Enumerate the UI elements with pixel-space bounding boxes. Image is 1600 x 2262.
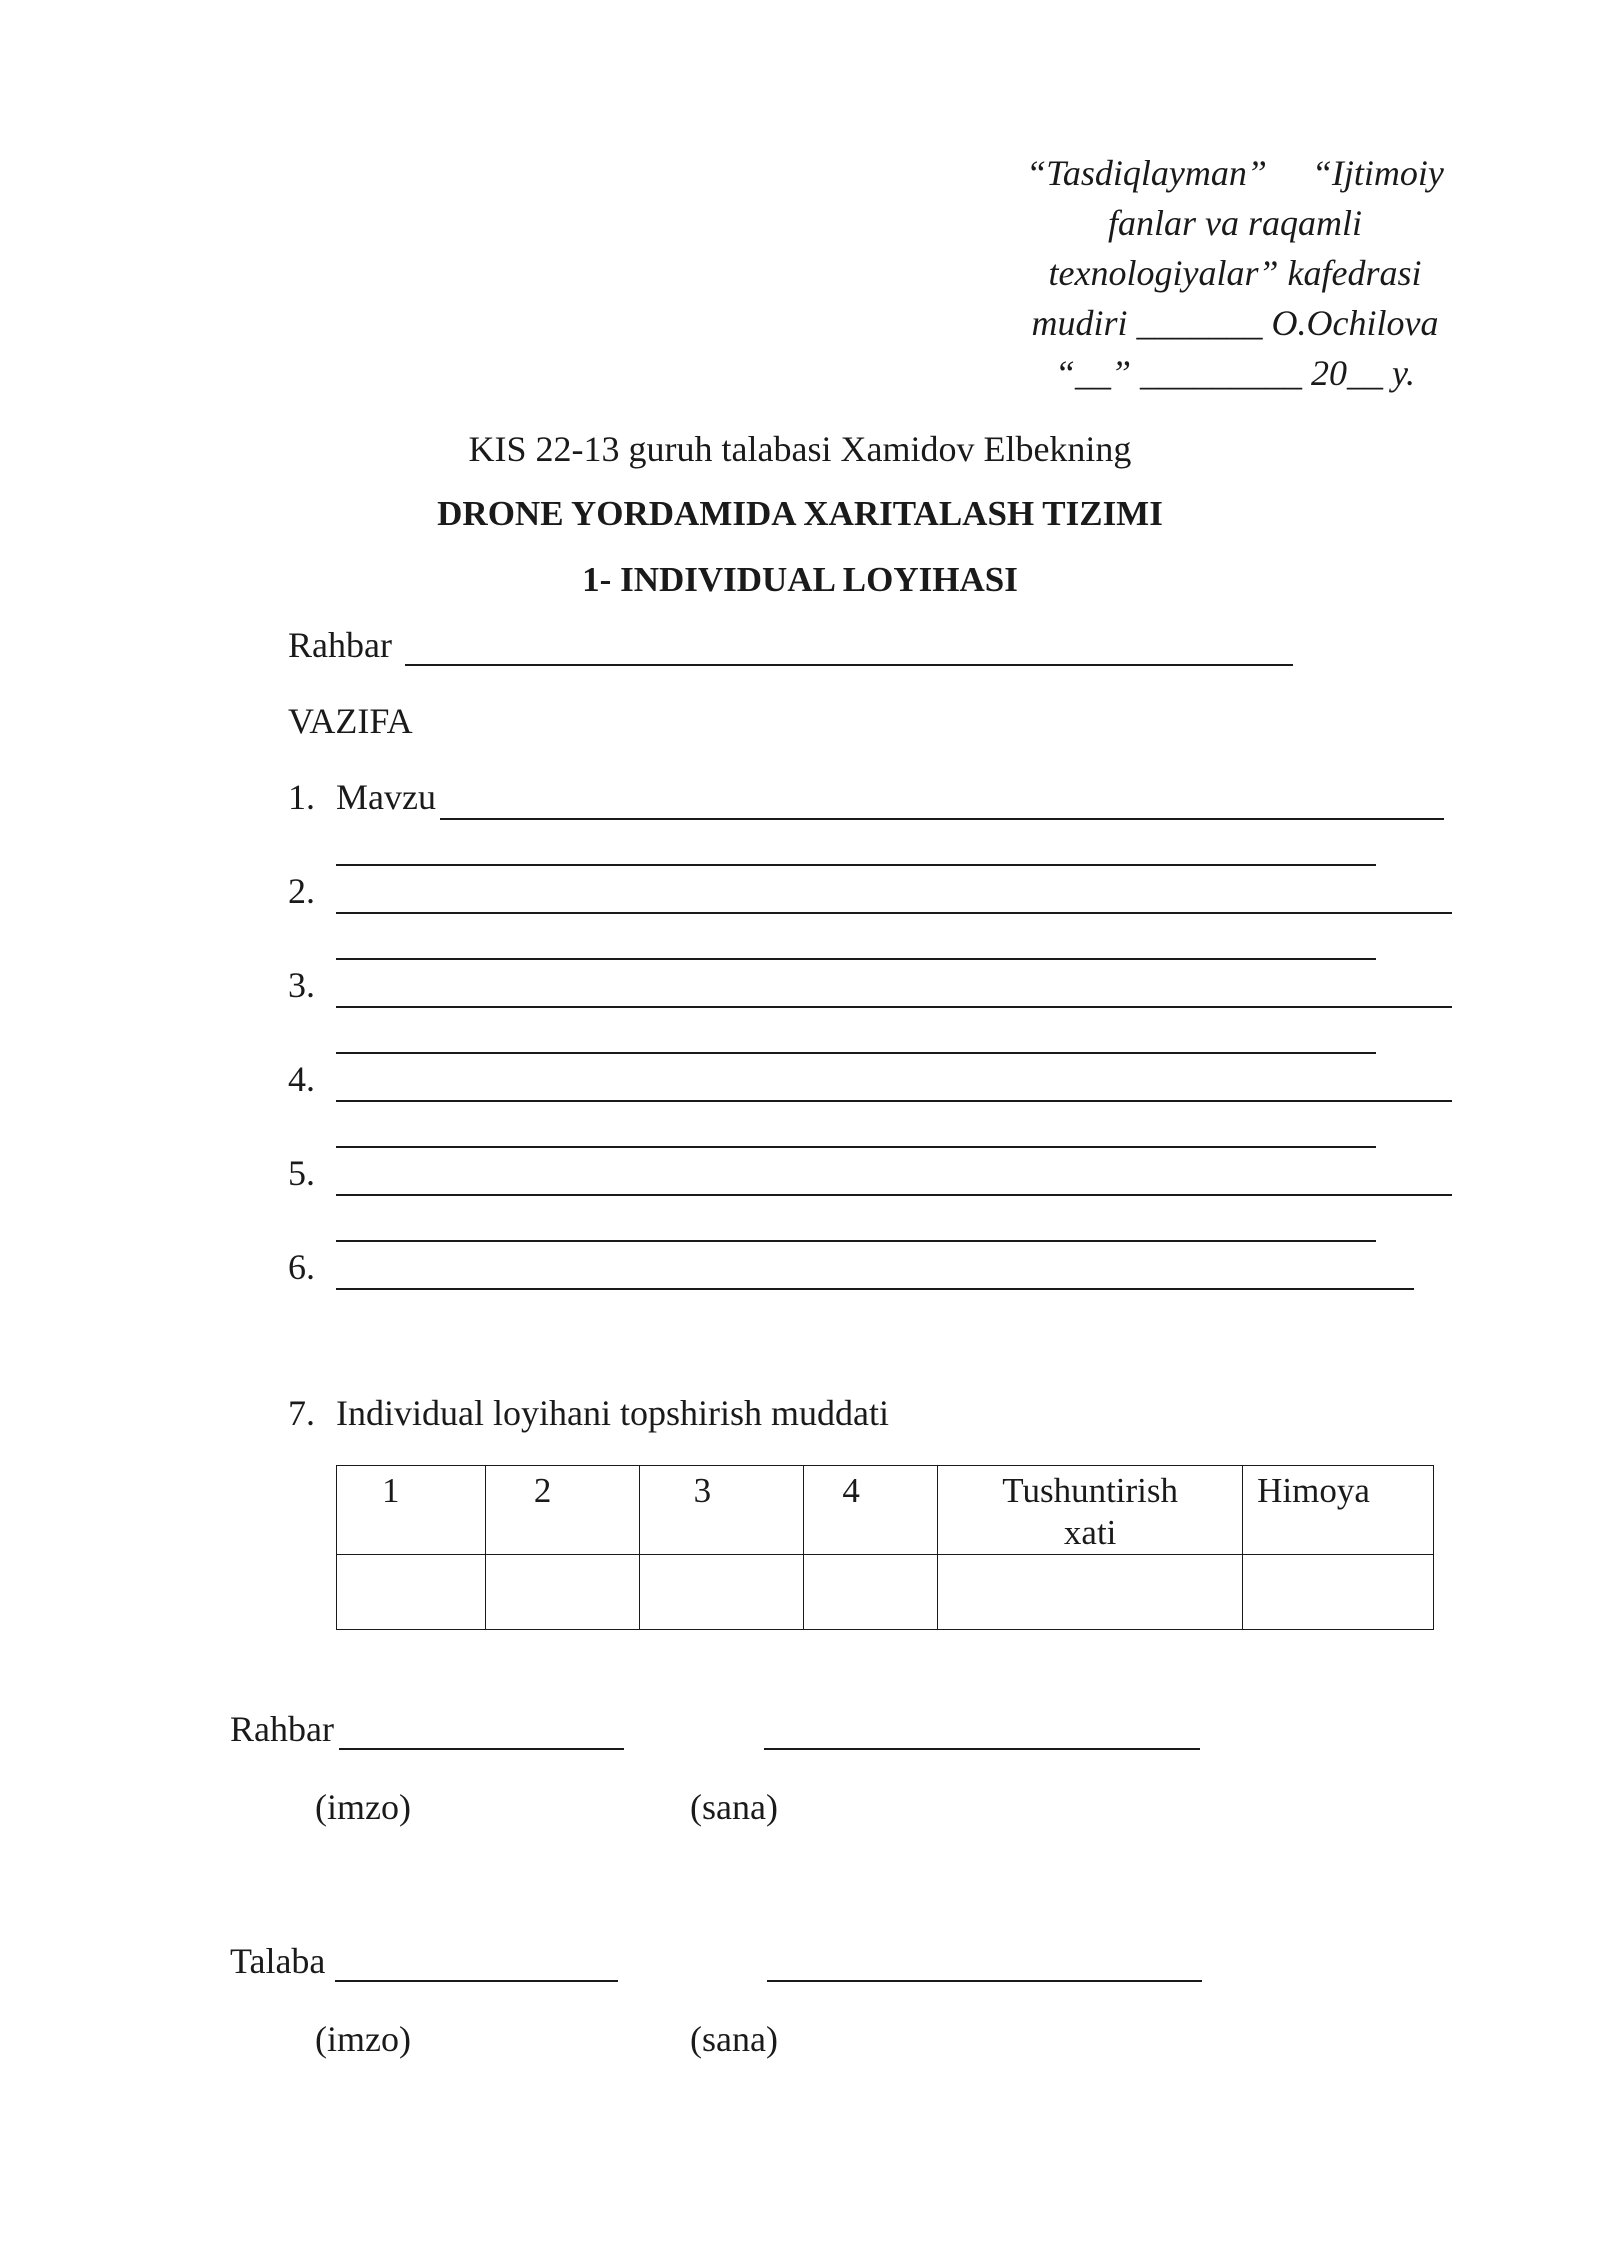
supervisor-signature-line[interactable] (339, 1748, 624, 1750)
document-title: DRONE YORDAMIDA XARITALASH TIZIMI (437, 494, 1163, 533)
task-1-line-b[interactable] (336, 864, 1376, 866)
supervisor-signature-caption: (imzo) (315, 1787, 411, 1827)
task-2-line-b[interactable] (336, 958, 1376, 960)
task-number-2: 2. (288, 871, 315, 911)
student-signature-line[interactable] (335, 1980, 618, 1982)
deadline-value-cell[interactable] (485, 1555, 639, 1630)
task-5-line-b[interactable] (336, 1240, 1376, 1242)
deadline-header-cell: 2 (485, 1466, 639, 1555)
deadline-header-cell: 3 (639, 1466, 804, 1555)
task-3-line-a[interactable] (336, 1006, 1452, 1008)
student-date-line[interactable] (767, 1980, 1202, 1982)
task-6-line[interactable] (336, 1288, 1414, 1290)
document-subtitle: 1- INDIVIDUAL LOYIHASI (582, 560, 1018, 599)
deadline-value-cell[interactable] (1243, 1555, 1434, 1630)
task-2-line-a[interactable] (336, 912, 1452, 914)
approval-line-5: “__” _________ 20__ y. (1054, 353, 1416, 393)
approval-block (1005, 148, 1465, 398)
supervisor-blank-line[interactable] (405, 664, 1293, 666)
student-signature-caption: (imzo) (315, 2019, 411, 2059)
signature-student-label: Talaba (230, 1941, 326, 1981)
deadline-table (336, 1465, 1434, 1630)
task-number-5: 5. (288, 1153, 315, 1193)
task-4-line-a[interactable] (336, 1100, 1452, 1102)
deadline-header-cell: 1 (337, 1466, 486, 1555)
task-number-4: 4. (288, 1059, 315, 1099)
task-number-1: 1. (288, 777, 315, 817)
student-line: KIS 22-13 guruh talabasi Xamidov Elbekning (468, 429, 1132, 469)
supervisor-label: Rahbar (288, 625, 392, 665)
deadline-value-cell[interactable] (938, 1555, 1243, 1630)
deadline-header-cell: Himoya (1243, 1466, 1434, 1555)
deadline-header-cell: 4 (804, 1466, 938, 1555)
supervisor-date-caption: (sana) (690, 1787, 778, 1827)
supervisor-date-line[interactable] (764, 1748, 1200, 1750)
approval-line-1: “Tasdiqlayman” “Ijtimoiy (1026, 153, 1444, 193)
approval-line-4: mudiri _______ O.Ochilova (1031, 303, 1439, 343)
task-topic-label: Mavzu (336, 777, 436, 817)
deadline-table-header-row (337, 1466, 1434, 1555)
task-number-6: 6. (288, 1247, 315, 1287)
task-number-7: 7. (288, 1393, 315, 1433)
deadline-table-row (337, 1555, 1434, 1630)
task-5-line-a[interactable] (336, 1194, 1452, 1196)
approval-line-3: texnologiyalar” kafedrasi (1048, 253, 1422, 293)
approval-line-2: fanlar va raqamli (1107, 203, 1362, 243)
deadline-header-cell: Tushuntirish xati (938, 1466, 1243, 1555)
task-3-line-b[interactable] (336, 1052, 1376, 1054)
task-4-line-b[interactable] (336, 1146, 1376, 1148)
task-deadline-label: Individual loyihani topshirish muddati (336, 1393, 889, 1433)
student-date-caption: (sana) (690, 2019, 778, 2059)
deadline-value-cell[interactable] (337, 1555, 486, 1630)
deadline-value-cell[interactable] (639, 1555, 804, 1630)
task-number-3: 3. (288, 965, 315, 1005)
signature-supervisor-label: Rahbar (230, 1709, 334, 1749)
task-1-line-a[interactable] (440, 818, 1444, 820)
task-heading: VAZIFA (288, 701, 413, 741)
deadline-value-cell[interactable] (804, 1555, 938, 1630)
